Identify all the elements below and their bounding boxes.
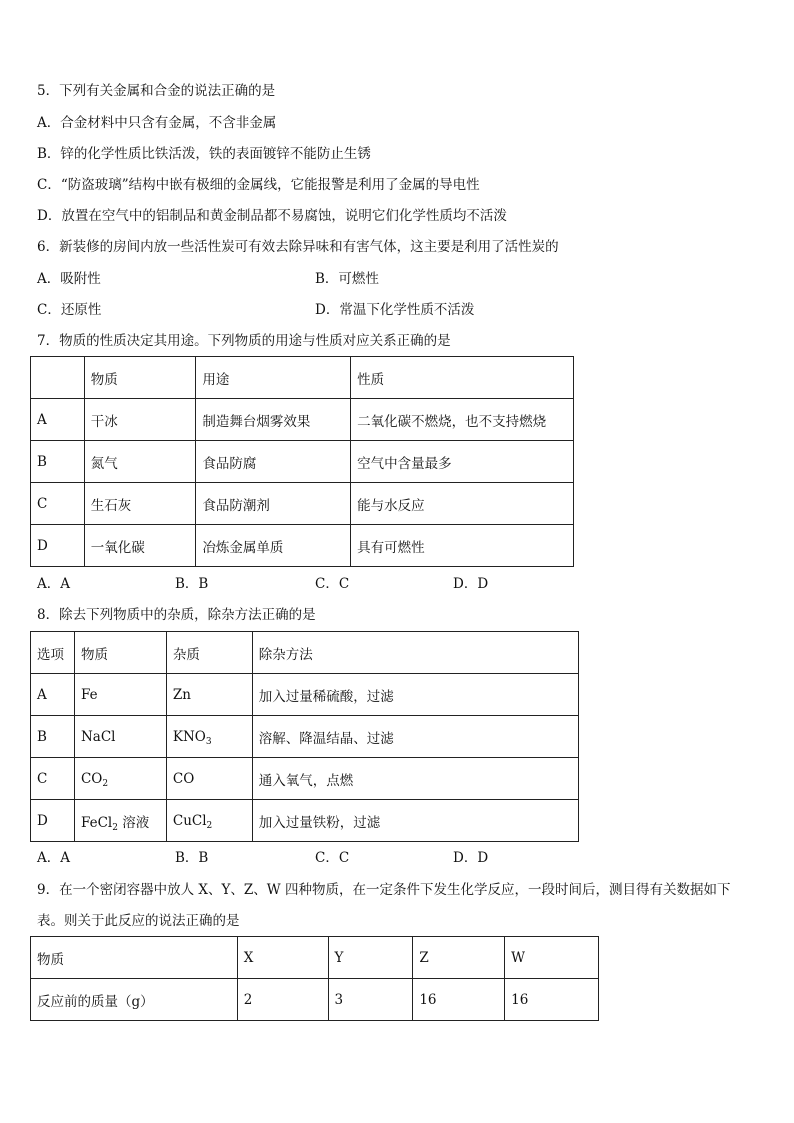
table-cell: 溶解、降温结晶、过滤 — [252, 716, 578, 758]
table-row — [31, 441, 574, 483]
table-cell — [31, 357, 85, 399]
table-cell: 制造舞台烟雾效果 — [196, 399, 351, 441]
table-cell: 一氧化碳 — [84, 525, 196, 567]
table-row — [31, 758, 579, 800]
q5-option-c: C．“防盗玻璃”结构中嵌有极细的金属线，它能报警是利用了金属的导电性 — [37, 177, 480, 193]
table-cell: 物质 — [31, 937, 238, 979]
table-row — [31, 800, 579, 842]
q6-option-a: A．吸附性 — [37, 271, 101, 287]
table-row — [31, 399, 574, 441]
q6-option-d: D．常温下化学性质不活泼 — [315, 302, 475, 318]
q8-option-d: D．D — [453, 850, 489, 866]
table-row — [31, 525, 574, 567]
q9-stem-line2: 表。则关于此反应的说法正确的是 — [37, 913, 240, 929]
formula-subscript: 2 — [206, 820, 213, 831]
table-cell: 具有可燃性 — [351, 525, 574, 567]
table-row — [31, 716, 579, 758]
table-cell: CO — [166, 758, 252, 800]
formula-suffix: 溶液 — [117, 814, 150, 831]
formula-text: KNO — [172, 728, 206, 745]
table-cell: Y — [328, 937, 413, 979]
table-cell — [74, 758, 166, 800]
q8-option-b: B．B — [175, 850, 209, 866]
table-cell — [166, 716, 252, 758]
table-cell: Z — [413, 937, 505, 979]
table-cell: 氮气 — [84, 441, 196, 483]
q6-stem: 6．新装修的房间内放一些活性炭可有效去除异味和有害气体，这主要是利用了活性炭的 — [37, 239, 559, 255]
table-cell: 3 — [328, 979, 413, 1021]
formula-text: CO — [80, 770, 103, 787]
formula-subscript: 2 — [102, 778, 109, 789]
q7-option-b: B．B — [175, 576, 209, 592]
table-cell — [166, 800, 252, 842]
table-cell: 用途 — [196, 357, 351, 399]
table-cell: D — [31, 800, 75, 842]
table-cell: 2 — [237, 979, 328, 1021]
q8-table — [30, 631, 579, 842]
q5-option-b: B．锌的化学性质比铁活泼，铁的表面镀锌不能防止生锈 — [37, 146, 371, 162]
q5-option-a: A．合金材料中只含有金属，不含非金属 — [37, 115, 277, 131]
q7-table — [30, 356, 574, 567]
q7-stem: 7．物质的性质决定其用途。下列物质的用途与性质对应关系正确的是 — [37, 333, 451, 349]
table-cell: 通入氧气，点燃 — [252, 758, 578, 800]
formula-text: CuCl — [172, 812, 207, 829]
table-cell: 加入过量稀硫酸，过滤 — [252, 674, 578, 716]
q7-option-c: C．C — [315, 576, 350, 592]
table-row — [31, 483, 574, 525]
table-cell: 能与水反应 — [351, 483, 574, 525]
table-cell: NaCl — [74, 716, 166, 758]
formula-subscript: 3 — [205, 736, 212, 747]
formula-text: FeCl — [80, 814, 113, 831]
table-cell: D — [31, 525, 85, 567]
table-cell: Fe — [74, 674, 166, 716]
table-cell: 反应前的质量（g） — [31, 979, 238, 1021]
table-cell: 物质 — [74, 632, 166, 674]
table-cell: 食品防腐 — [196, 441, 351, 483]
q9-table — [30, 936, 599, 1021]
table-cell: 二氧化碳不燃烧，也不支持燃烧 — [351, 399, 574, 441]
q5-stem: 5．下列有关金属和合金的说法正确的是 — [37, 83, 276, 99]
table-cell: 加入过量铁粉，过滤 — [252, 800, 578, 842]
table-cell: Zn — [166, 674, 252, 716]
table-cell: 空气中含量最多 — [351, 441, 574, 483]
table-cell: A — [31, 399, 85, 441]
table-cell: 物质 — [84, 357, 196, 399]
table-cell: B — [31, 441, 85, 483]
table-row — [31, 674, 579, 716]
table-cell — [74, 800, 166, 842]
table-cell: A — [31, 674, 75, 716]
table-cell: 选项 — [31, 632, 75, 674]
table-cell: 干冰 — [84, 399, 196, 441]
q9-stem-line1: 9．在一个密闭容器中放人 X、Y、Z、W 四种物质，在一定条件下发生化学反应，一段时间后，测目得有关数据如下 — [37, 882, 731, 898]
table-cell: 16 — [413, 979, 505, 1021]
q6-option-b: B．可燃性 — [315, 271, 379, 287]
q7-option-a: A．A — [37, 576, 70, 592]
table-cell: 16 — [505, 979, 599, 1021]
q8-option-a: A．A — [37, 850, 70, 866]
q9-table-header — [31, 937, 599, 979]
q8-option-c: C．C — [315, 850, 350, 866]
table-cell: C — [31, 483, 85, 525]
formula-subscript: 2 — [112, 822, 118, 833]
q7-option-d: D．D — [453, 576, 489, 592]
table-cell: B — [31, 716, 75, 758]
table-cell: 杂质 — [166, 632, 252, 674]
table-cell: C — [31, 758, 75, 800]
q7-table-header — [31, 357, 574, 399]
q8-table-header — [31, 632, 579, 674]
table-cell: 除杂方法 — [252, 632, 578, 674]
table-cell: 冶炼金属单质 — [196, 525, 351, 567]
table-cell: 生石灰 — [84, 483, 196, 525]
table-cell: W — [505, 937, 599, 979]
q8-stem: 8．除去下列物质中的杂质，除杂方法正确的是 — [37, 607, 316, 623]
q5-option-d: D．放置在空气中的铝制品和黄金制品都不易腐蚀，说明它们化学性质均不活泼 — [37, 208, 507, 224]
q6-option-c: C．还原性 — [37, 302, 102, 318]
table-cell: X — [237, 937, 328, 979]
table-cell: 性质 — [351, 357, 574, 399]
table-cell: 食品防潮剂 — [196, 483, 351, 525]
table-row — [31, 979, 599, 1021]
